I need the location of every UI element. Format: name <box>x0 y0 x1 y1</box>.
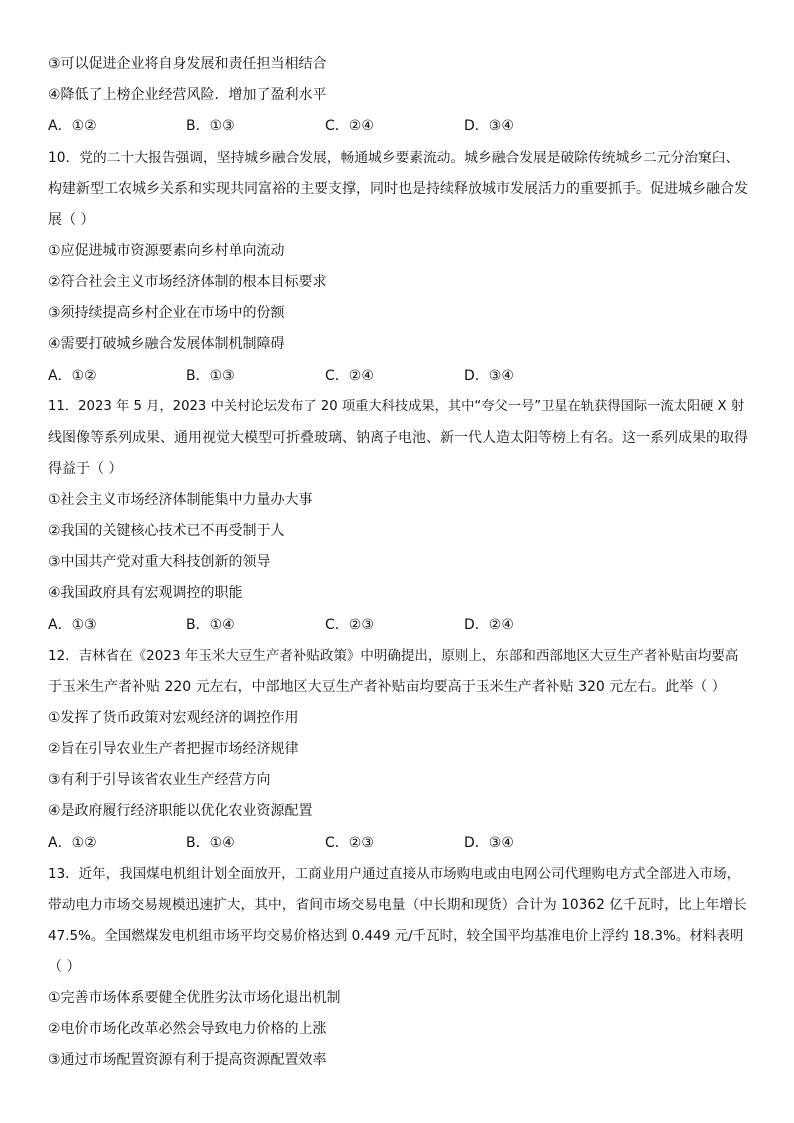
option-d: D．③④ <box>464 368 514 384</box>
option-b: B．①③ <box>186 368 235 384</box>
option-a: A．①② <box>48 368 97 384</box>
question-13-stem-line: 带动电力市场交易规模迅速扩大，其中，省间市场交易电量（中长期和现货）合计为 10362 亿千瓦时，比上年增长 <box>48 897 747 913</box>
question-13-stem-line: （ ） <box>48 959 81 975</box>
statement: ①完善市场体系要健全优胜劣汰市场化退出机制 <box>48 990 341 1006</box>
statement: ②我国的关键核心技术已不再受制于人 <box>48 523 285 539</box>
options-row <box>48 366 748 386</box>
option-d: D．③④ <box>464 118 514 134</box>
statement: ②旨在引导农业生产者把握市场经济规律 <box>48 741 299 757</box>
option-c: C．②③ <box>325 835 374 851</box>
statement: ①社会主义市场经济体制能集中力量办大事 <box>48 492 313 508</box>
option-b: B．①④ <box>186 835 235 851</box>
option-b: B．①③ <box>186 118 235 134</box>
statement: ③中国共产党对重大科技创新的领导 <box>48 554 271 570</box>
statement: ②电价市场化改革必然会导致电力价格的上涨 <box>48 1021 327 1037</box>
question-12-stem-line: 于玉米生产者补贴 220 元左右，中部地区大豆生产者补贴亩均要高于玉米生产者补贴 320 元左右。此举（ ） <box>48 679 726 695</box>
question-13-stem-line: 47.5%。全国燃煤发电机组市场平均交易价格达到 0.449 元/千瓦时，较全国平均基准电价上浮约 18.3%。材料表明 <box>48 928 744 944</box>
option-a: A．①③ <box>48 617 97 633</box>
option-c: C．②③ <box>325 617 374 633</box>
option-a: A．①② <box>48 835 97 851</box>
options-row <box>48 615 748 635</box>
question-11-stem-line: 线图像等系列成果、通用视觉大模型可折叠玻璃、钠离子电池、新一代人造太阳等榜上有名。这一系列成果的取得 <box>48 430 748 446</box>
option-d: D．③④ <box>464 835 514 851</box>
question-12-stem-line: 12．吉林省在《2023 年玉米大豆生产者补贴政策》中明确提出，原则上，东部和西部地区大豆生产者补贴亩均要高 <box>48 648 739 664</box>
options-row <box>48 833 748 853</box>
statement: ④是政府履行经济职能以优化农业资源配置 <box>48 803 313 819</box>
statement: ①发挥了货币政策对宏观经济的调控作用 <box>48 710 299 726</box>
statement: ②符合社会主义市场经济体制的根本目标要求 <box>48 274 327 290</box>
statement: ①应促进城市资源要素向乡村单向流动 <box>48 243 285 259</box>
question-10-stem-line: 构建新型工农城乡关系和实现共同富裕的主要支撑，同时也是持续释放城市发展活力的重要抓手。促进城乡融合发 <box>48 181 748 197</box>
option-b: B．①④ <box>186 617 235 633</box>
question-11-stem-line: 11．2023 年 5 月，2023 中关村论坛发布了 20 项重大科技成果，其中“夸父一号”卫星在轨获得国际一流太阳硬 X 射 <box>48 399 745 414</box>
question-10-stem-line: 10．党的二十大报告强调，坚持城乡融合发展，畅通城乡要素流动。城乡融合发展是破除传统城乡二元分治窠臼、 <box>48 150 740 166</box>
option-d: D．②④ <box>464 617 514 633</box>
statement: ③有利于引导该省农业生产经营方向 <box>48 772 271 788</box>
question-13-stem-line: 13．近年，我国煤电机组计划全面放开，工商业用户通过直接从市场购电或由电网公司代理购电方式全部进入市场， <box>48 866 741 882</box>
statement: ④降低了上榜企业经营风险．增加了盈利水平 <box>48 87 327 103</box>
statement: ③可以促进企业将自身发展和责任担当相结合 <box>48 56 327 72</box>
statement: ④我国政府具有宏观调控的职能 <box>48 585 243 601</box>
option-c: C．②④ <box>325 368 374 384</box>
question-10-stem-line: 展（ ） <box>48 212 95 228</box>
option-c: C．②④ <box>325 118 374 134</box>
option-a: A．①② <box>48 118 97 134</box>
statement: ④需要打破城乡融合发展体制机制障碍 <box>48 336 285 352</box>
statement: ③通过市场配置资源有利于提高资源配置效率 <box>48 1052 327 1068</box>
question-11-stem-line: 得益于（ ） <box>48 461 123 477</box>
statement: ③须持续提高乡村企业在市场中的份额 <box>48 305 285 321</box>
options-row <box>48 116 748 136</box>
